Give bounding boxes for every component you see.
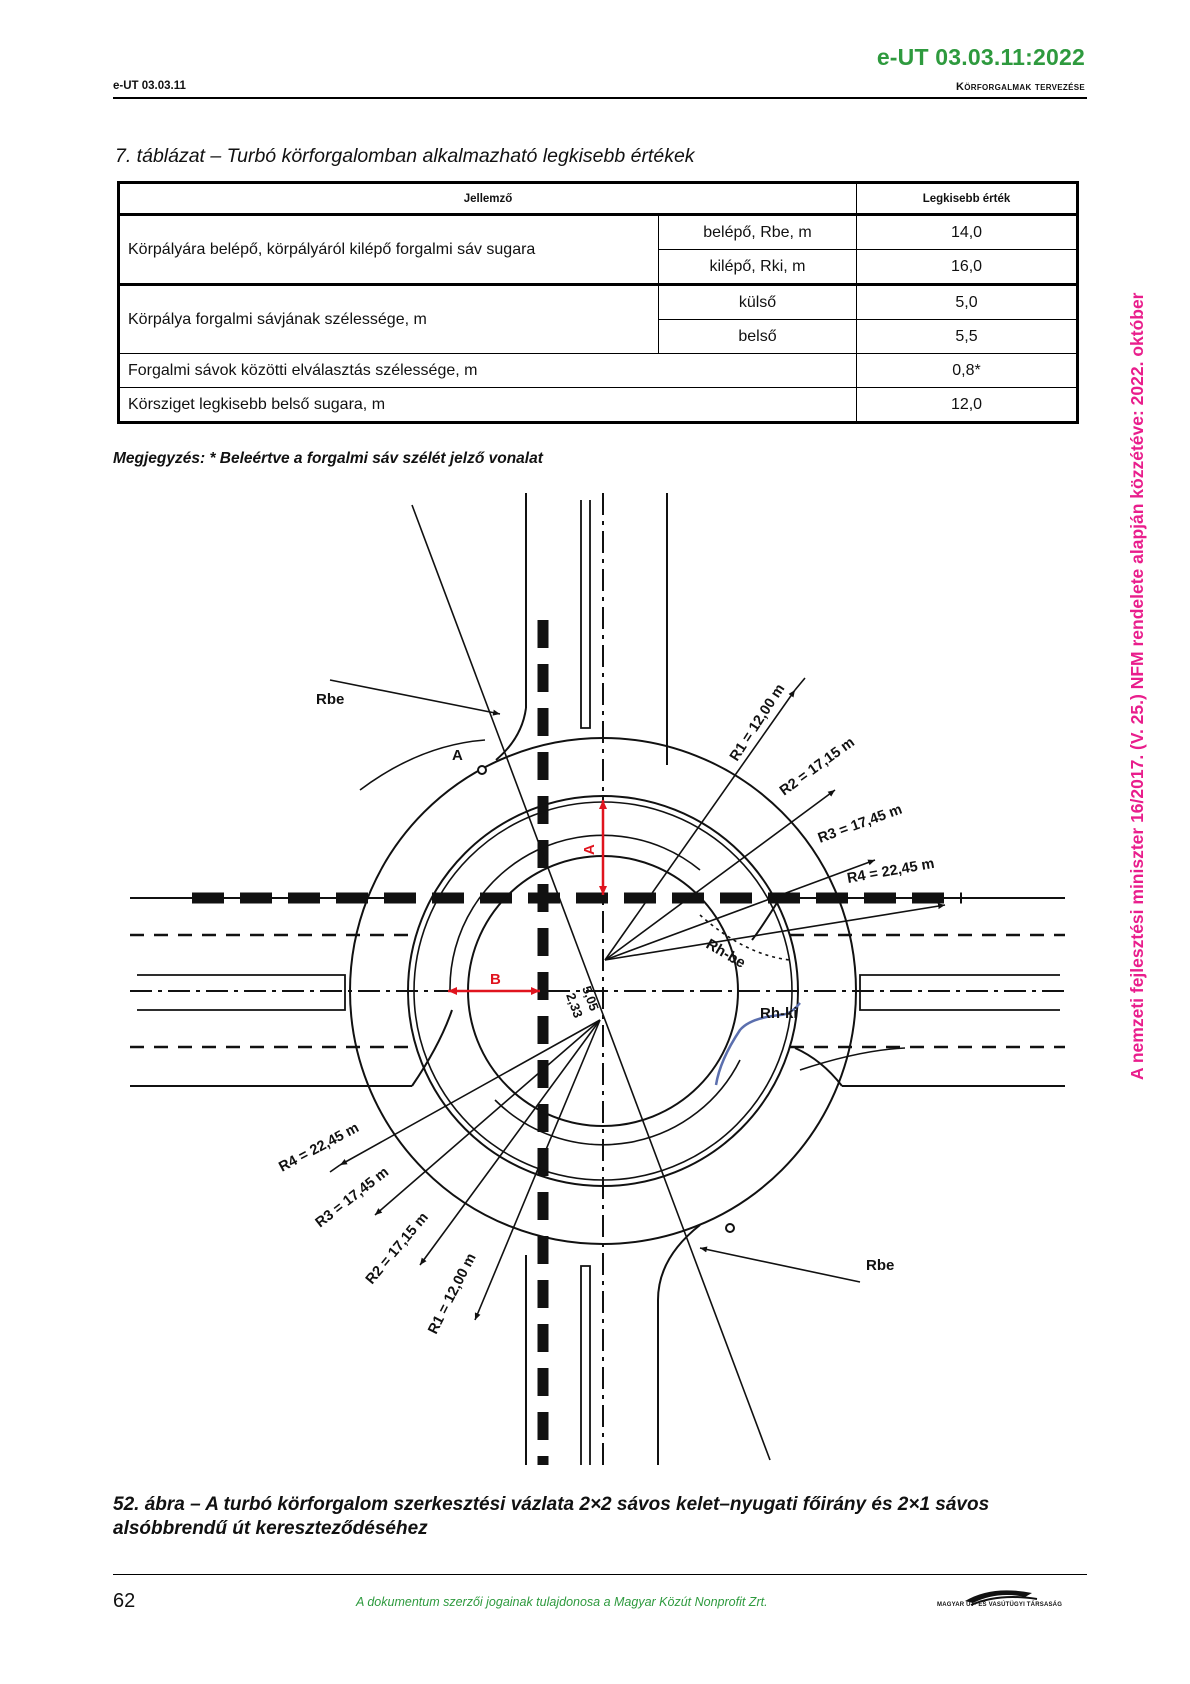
row-value: 5,0: [857, 285, 1078, 320]
row-sub-label: belső: [659, 320, 857, 354]
label-offset-1: 5,05: [579, 983, 602, 1013]
row-label: Körsziget legkisebb belső sugara, m: [119, 388, 857, 423]
col-characteristic-header: Jellemző: [119, 183, 857, 215]
label-r4-sw: R4 = 22,45 m: [276, 1119, 362, 1176]
splitter-islands: [137, 500, 1060, 1465]
row-value: 16,0: [857, 250, 1078, 285]
header-left-label: e-UT 03.03.11: [113, 80, 186, 92]
figure-caption: 52. ábra – A turbó körforgalom szerkesztési vázlata 2×2 sávos kelet–nyugati főirány és 2×1 sávos alsóbbrendű út kereszteződéséhez: [113, 1494, 990, 1539]
table-title: 7. táblázat – Turbó körforgalomban alkalmazható legkisebb értékek: [115, 145, 695, 167]
label-r4-ne: R4 = 22,45 m: [845, 855, 936, 887]
label-rh-be: Rh-be: [703, 935, 749, 972]
road-edges: [130, 493, 1065, 1465]
row-label: Körpályára belépő, körpályáról kilépő forgalmi sáv sugara: [119, 215, 659, 285]
row-value: 5,5: [857, 320, 1078, 354]
label-offset-2: 2,33: [563, 990, 586, 1020]
label-a-dim: A: [581, 844, 598, 855]
label-a-point: A: [452, 747, 463, 764]
table-note: Megjegyzés: * Beleértve a forgalmi sáv szélét jelző vonalat: [113, 450, 543, 467]
row-value: 14,0: [857, 215, 1078, 250]
row-value: 12,0: [857, 388, 1078, 423]
row-sub-label: külső: [659, 285, 857, 320]
row-sub-label: belépő, Rbe, m: [659, 215, 857, 250]
row-label: Körpálya forgalmi sávjának szélessége, m: [119, 285, 659, 354]
header-right-label: Körforgalmak tervezése: [955, 81, 1085, 93]
publisher-name: MAGYAR ÚT- ÉS VASÚTÜGYI TÁRSASÁG: [937, 1602, 1063, 1608]
label-r3-ne: R3 = 17,45 m: [815, 801, 905, 847]
side-watermark: A nemzeti fejlesztési miniszter 16/2017. (V. 25.) NFM rendelete alapján közzétéve: 2022. október: [1127, 292, 1147, 1080]
label-r3-sw: R3 = 17,45 m: [312, 1164, 393, 1232]
publisher-logo-icon: [937, 1583, 1087, 1619]
row-sub-label: kilépő, Rki, m: [659, 250, 857, 285]
document-code: e-UT 03.03.11:2022: [876, 44, 1085, 70]
label-rbe-top: Rbe: [316, 691, 345, 708]
label-rbe-bottom: Rbe: [866, 1257, 895, 1274]
row-value: 0,8*: [857, 354, 1078, 388]
row-label: Forgalmi sávok közötti elválasztás szélessége, m: [119, 354, 857, 388]
lane-dividers: [130, 493, 1065, 1465]
label-b-dim: B: [490, 971, 501, 988]
footer-rule: [113, 1574, 1087, 1575]
label-r1-ne: R1 = 12,00 m: [726, 681, 789, 765]
construction-lines: [330, 505, 945, 1460]
label-r2-sw: R2 = 17,15 m: [362, 1209, 432, 1288]
copyright-notice: A dokumentum szerzői jogainak tulajdonosa a Magyar Közút Nonprofit Zrt.: [356, 1595, 768, 1609]
page-number: 62: [113, 1590, 136, 1612]
col-min-value-header: Legkisebb érték: [857, 183, 1078, 215]
label-rh-ki: Rh-ki: [760, 1005, 798, 1022]
label-r2-ne: R2 = 17,15 m: [776, 734, 858, 800]
label-r1-sw: R1 = 12,00 m: [425, 1250, 480, 1337]
